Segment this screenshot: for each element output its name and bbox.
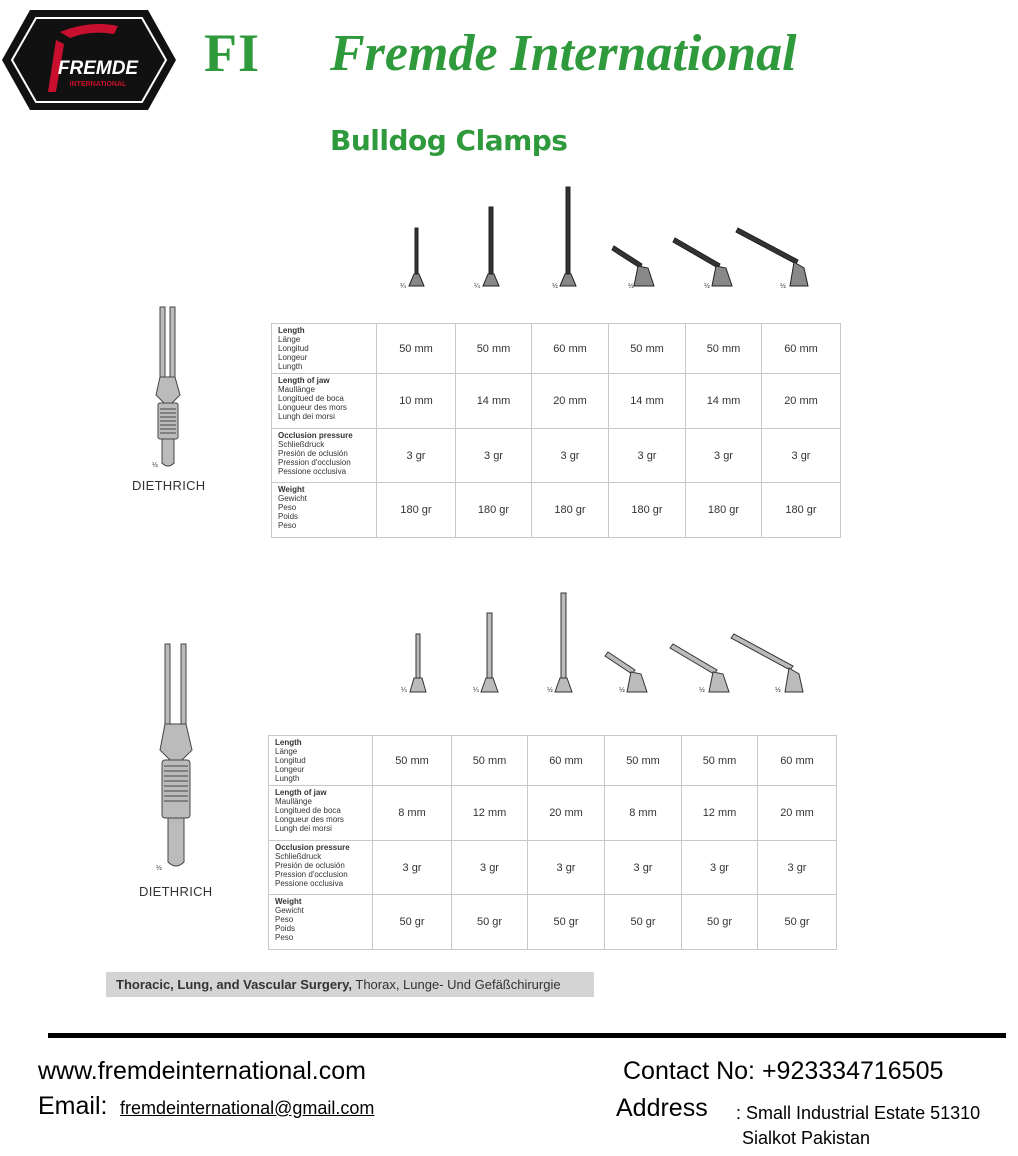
row-header: Length of jaw Maullänge Longitued de boca Longueur des mors Lungh dei morsi — [269, 786, 373, 841]
table-cell: 3 gr — [532, 429, 609, 483]
table-cell: 50 gr — [373, 895, 452, 950]
address-line-2: Sialkot Pakistan — [742, 1128, 871, 1148]
contact-number: Contact No: +923334716505 — [623, 1057, 944, 1085]
table-cell: 60 mm — [528, 736, 605, 786]
table-cell: 50 mm — [377, 324, 456, 374]
table-cell: 14 mm — [456, 374, 532, 429]
table-row — [272, 483, 841, 538]
company-logo — [0, 2, 178, 118]
variant-4-clamp — [605, 652, 635, 674]
variant-5-clamp — [670, 644, 717, 674]
variant-4-clamp — [612, 246, 642, 268]
table-cell: 180 gr — [686, 483, 762, 538]
variant-drawings-2 — [395, 588, 815, 696]
table-row — [269, 841, 837, 895]
variant-scale: ½ — [704, 283, 710, 290]
table-cell: 14 mm — [609, 374, 686, 429]
variant-scale: ¼ — [401, 687, 407, 694]
variant-1-clamp — [416, 634, 420, 682]
variant-6-clamp — [731, 634, 793, 670]
table-cell: 50 mm — [605, 736, 682, 786]
email-link[interactable]: fremdeinternational@gmail.com — [120, 1098, 375, 1118]
variant-scale: ½ — [552, 283, 558, 290]
variant-2-clamp — [487, 613, 492, 683]
spec-table-2 — [268, 735, 837, 950]
variant-scale: ¼ — [400, 283, 406, 290]
table-cell: 50 gr — [758, 895, 837, 950]
table-cell: 50 mm — [686, 324, 762, 374]
table-cell: 3 gr — [762, 429, 841, 483]
table-cell: 180 gr — [762, 483, 841, 538]
row-header: Length Länge Longitud Longeur Lungth — [272, 324, 377, 374]
table-cell: 12 mm — [452, 786, 528, 841]
variant-scale: ¼ — [474, 283, 480, 290]
category-bar — [106, 972, 594, 997]
table-cell: 3 gr — [452, 841, 528, 895]
table-cell: 10 mm — [377, 374, 456, 429]
table-row — [272, 374, 841, 429]
variant-scale: ½ — [619, 687, 625, 694]
table-cell: 8 mm — [605, 786, 682, 841]
category-normal: Thorax, Lunge- Und Gefäßchirurgie — [352, 977, 561, 992]
clamp-illustration-1 — [150, 305, 190, 470]
table-cell: 50 gr — [605, 895, 682, 950]
variant-drawings-1 — [390, 180, 830, 292]
table-cell: 180 gr — [456, 483, 532, 538]
row-header: Weight Gewicht Peso Poids Peso — [272, 483, 377, 538]
variant-6-clamp — [736, 228, 798, 264]
address-line-1: : Small Industrial Estate 51310 — [736, 1103, 981, 1123]
variant-scale: ½ — [775, 687, 781, 694]
table-cell: 3 gr — [609, 429, 686, 483]
table-cell: 20 mm — [758, 786, 837, 841]
table-cell: 180 gr — [377, 483, 456, 538]
row-header: Length of jaw Maullänge Longitued de boca Longueur des mors Lungh dei morsi — [272, 374, 377, 429]
table-cell: 180 gr — [609, 483, 686, 538]
variant-scale: ½ — [547, 687, 553, 694]
variant-3-clamp — [566, 187, 570, 277]
table-cell: 3 gr — [686, 429, 762, 483]
variant-scale: ½ — [628, 283, 634, 290]
variant-3-clamp — [561, 593, 566, 683]
table-row — [272, 324, 841, 374]
table-cell: 3 gr — [373, 841, 452, 895]
table-cell: 20 mm — [532, 374, 609, 429]
table-row — [269, 895, 837, 950]
table-cell: 50 gr — [528, 895, 605, 950]
table-cell: 50 gr — [452, 895, 528, 950]
row-header: Weight Gewicht Peso Poids Peso — [269, 895, 373, 950]
table-cell: 3 gr — [456, 429, 532, 483]
variant-scale: ¼ — [473, 687, 479, 694]
variant-1-clamp — [415, 228, 418, 276]
website-link[interactable]: www.fremdeinternational.com — [38, 1057, 366, 1085]
table-cell: 3 gr — [528, 841, 605, 895]
variant-scale: ½ — [780, 283, 786, 290]
table-cell: 50 mm — [373, 736, 452, 786]
clamp-illustration-2 — [150, 640, 200, 875]
company-abbreviation: FI — [204, 23, 260, 83]
table-cell: 20 mm — [762, 374, 841, 429]
company-name: Fremde International — [330, 25, 797, 82]
table-cell: 50 gr — [682, 895, 758, 950]
logo-subtext: INTERNATIONAL — [69, 81, 127, 88]
table-cell: 60 mm — [762, 324, 841, 374]
table-cell: 3 gr — [682, 841, 758, 895]
row-header: Length Länge Longitud Longeur Lungth — [269, 736, 373, 786]
table-row — [269, 786, 837, 841]
table-cell: 50 mm — [682, 736, 758, 786]
table-row — [269, 736, 837, 786]
email-label: Email: — [38, 1092, 108, 1120]
table-cell: 60 mm — [758, 736, 837, 786]
model-label: DIETHRICH — [132, 478, 206, 493]
variant-2-clamp — [489, 207, 493, 277]
table-cell: 50 mm — [456, 324, 532, 374]
table-cell: 3 gr — [758, 841, 837, 895]
page-title: Bulldog Clamps — [330, 124, 568, 157]
table-cell: 12 mm — [682, 786, 758, 841]
table-row — [272, 429, 841, 483]
table-cell: 60 mm — [532, 324, 609, 374]
row-header: Occlusion pressure Schließdruck Presión de oclusión Pression d'occlusion Pessione occlusiva — [269, 841, 373, 895]
clamp-scale: ½ — [152, 462, 158, 469]
table-cell: 180 gr — [532, 483, 609, 538]
table-cell: 3 gr — [605, 841, 682, 895]
logo-text: FREMDE — [57, 58, 139, 79]
category-bold: Thoracic, Lung, and Vascular Surgery, — [116, 977, 352, 992]
clamp-scale: ½ — [156, 865, 162, 872]
model-label: DIETHRICH — [139, 884, 213, 899]
table-cell: 20 mm — [528, 786, 605, 841]
address-label: Address — [616, 1094, 708, 1122]
table-cell: 8 mm — [373, 786, 452, 841]
variant-scale: ½ — [699, 687, 705, 694]
table-cell: 3 gr — [377, 429, 456, 483]
spec-table-1 — [271, 323, 841, 538]
table-cell: 14 mm — [686, 374, 762, 429]
footer-divider — [48, 1033, 1006, 1038]
table-cell: 50 mm — [452, 736, 528, 786]
row-header: Occlusion pressure Schließdruck Presión de oclusión Pression d'occlusion Pessione occlusiva — [272, 429, 377, 483]
variant-5-clamp — [673, 238, 720, 268]
table-cell: 50 mm — [609, 324, 686, 374]
